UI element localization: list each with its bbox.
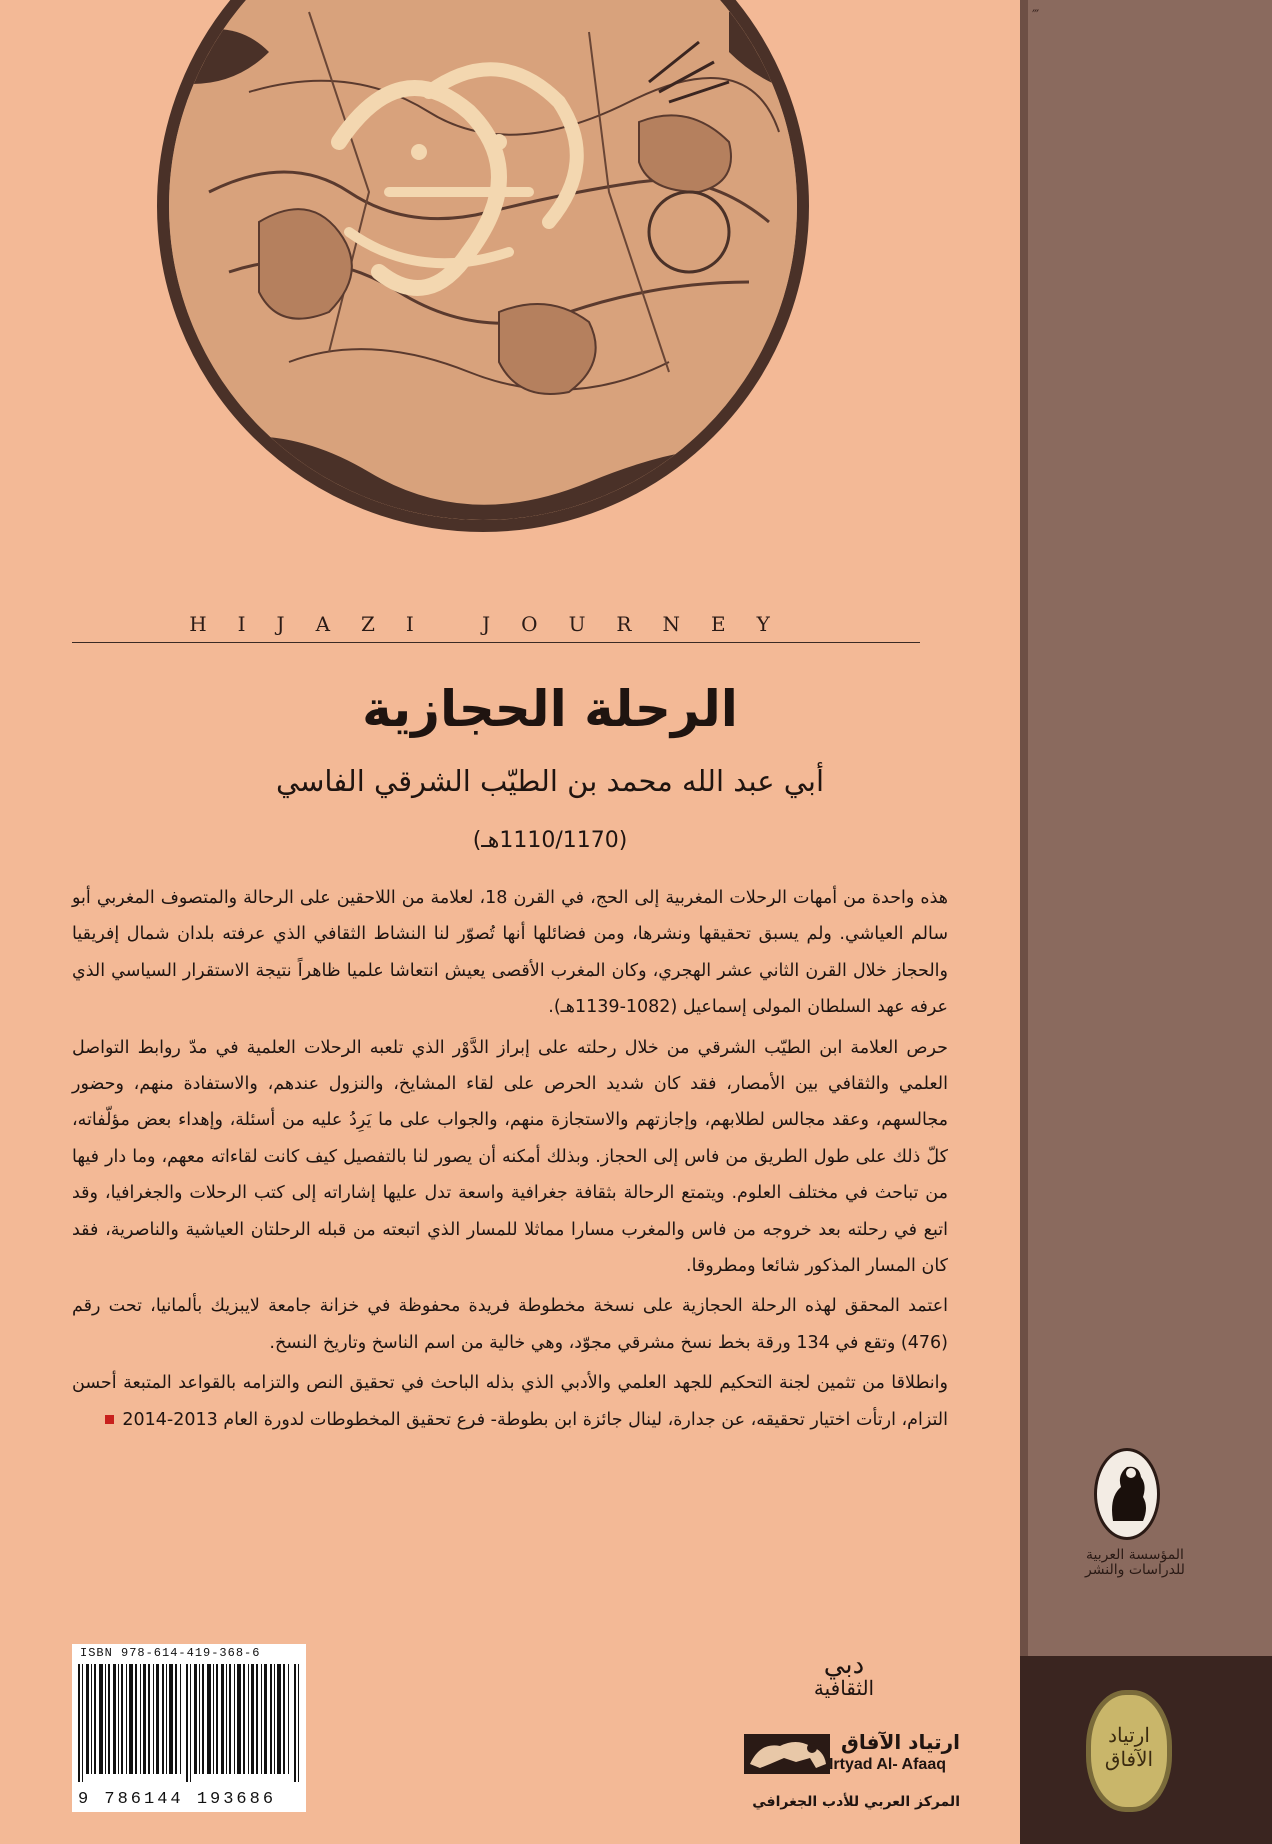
blurb-paragraph-4 <box>72 1365 948 1438</box>
old-map-illustration-icon <box>169 0 797 520</box>
dubai-logo-subtext: الثقافية <box>813 1676 875 1700</box>
author-dates: (1110/1170هـ) <box>472 828 628 853</box>
irtyad-arabic-name: ارتياد الآفاق <box>840 1730 960 1754</box>
series-logo-text: ارتياد الآفاق <box>1104 1723 1154 1771</box>
publisher-knight-emblem <box>1094 1448 1160 1540</box>
isbn-label: ISBN 978-614-419-368-6 <box>80 1646 261 1660</box>
blurb-paragraph-2: حرص العلامة ابن الطيّب الشرقي من خلال رحلته على إبراز الدَّوْر الذي تلعبه الرحلات العلمية في مدّ روابط التواصل العلمي والثقافي بين الأمصار، فقد كان شديد الحرص على لقاء المشايخ، والنزول عندهم، والاستفادة منهم، وحضور مجالسهم، وعقد مجالس لطلابهم، وإجازتهم والاستجازة منهم، والجواب على ما يَرِدُ عليه من أسئلة، وإهداء بعض مؤلّفاته، كلّ ذلك على طول الطريق من فاس إلى الحجاز. وبذلك أمكنه أن يصور لنا بالتفصيل كيف كانت لقاءاته معهم، وما دار فيها من تباحث في مختلف العلوم. ويتمتع الرحالة بثقافة جغرافية واسعة تدل عليها إشاراته إلى كتب الرحلات والجغرافيا، وقد اتبع في رحلته بعد خروجه من فاس والمغرب مسارا مماثلا للمسار الذي اتبعته من قبله الرحلتان العياشية والناصرية، فقد كان المسار المذكور شائعا ومطروقا. <box>72 1037 948 1277</box>
map-medallion <box>157 0 809 532</box>
lion-emblem-icon <box>740 1724 834 1782</box>
title-divider <box>72 642 920 643</box>
arabic-title: الرحلة الحجازية <box>362 680 738 738</box>
knight-icon <box>1097 1451 1157 1537</box>
red-square-icon <box>105 1415 114 1424</box>
spine-edge-shadow <box>1020 0 1028 1844</box>
dubai-cultural-logo <box>782 1650 906 1726</box>
blurb-paragraph-1: هذه واحدة من أمهات الرحلات المغربية إلى الحج، في القرن 18، لعلامة من اللاحقين على الرحالة والمتصوف المغربي أبو سالم العياشي. ولم يسبق تحقيقها ونشرها، ومن فضائلها أنها تُصوّر لنا النشاط الثقافي الذي عرفته بلدان شمال إفريقيا والحجاز خلال القرن الثاني عشر الهجري، وكان المغرب الأقصى يعيش انتعاشا علميا ظاهراً نتيجة الاستقرار السياسي الذي عرفه عهد السلطان المولى إسماعيل (1082-1139هـ). <box>72 888 948 1018</box>
blurb-text <box>72 880 948 1438</box>
english-title: HIJAZI JOURNEY <box>189 612 801 636</box>
irtyad-al-afaaq-logo <box>740 1724 960 1824</box>
dubai-logo-text: دبي <box>823 1650 865 1680</box>
series-logo <box>1086 1690 1172 1812</box>
blurb-paragraph-3: اعتمد المحقق لهذه الرحلة الحجازية على نسخة مخطوطة فريدة محفوظة في خزانة جامعة لايبزيك بألمانيا، تحت رقم (476) وتقع في 134 ورقة بخط نسخ مشرقي مجوّد، وهي خالية من اسم الناسخ وتاريخ النسخ. <box>72 1296 948 1353</box>
blurb-paragraph-4-text: وانطلاقا من تثمين لجنة التحكيم للجهد العلمي والأدبي الذي بذله الباحث في تحقيق النص والتزامه بالقواعد المتبعة أحسن التزام، ارتأت اختيار تحقيقه، عن جدارة، لينال جائزة ابن بطوطة- فرع تحقيق المخطوطات لدورة العام 2013-2014 <box>72 1373 948 1430</box>
publisher-name: المؤسسة العربية للدراسات والنشر <box>1085 1547 1185 1578</box>
spine-arrow-icon: ‴ <box>1032 8 1040 24</box>
author-name: أبي عبد الله محمد بن الطيّب الشرقي الفاسي <box>275 764 825 798</box>
irtyad-english-name: Irtyad Al- Afaaq <box>828 1756 946 1773</box>
barcode-icon <box>76 1664 302 1782</box>
isbn-barcode <box>72 1644 306 1812</box>
arab-center-geographic-literature: المركز العربي للأدب الجغرافي <box>752 1794 960 1810</box>
barcode-digits: 9 786144 193686 <box>78 1790 277 1809</box>
